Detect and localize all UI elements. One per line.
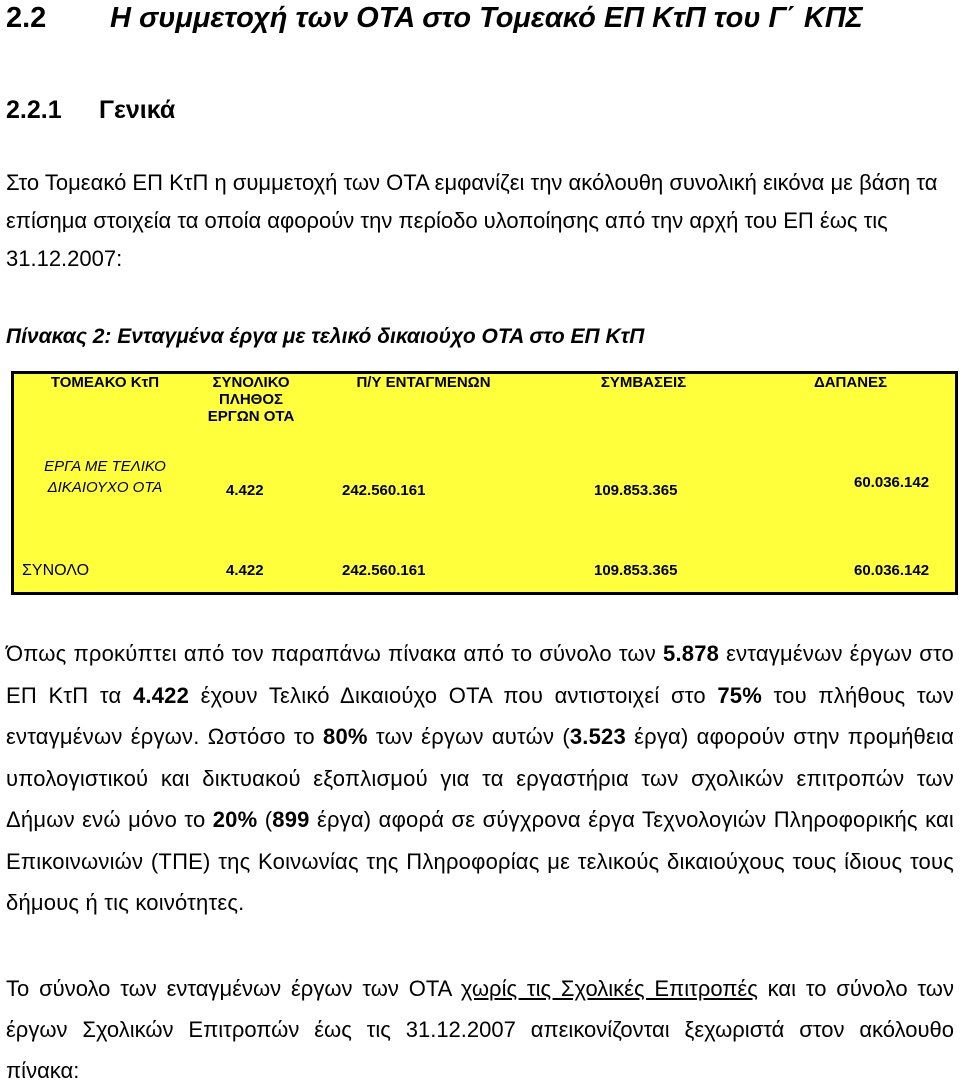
text-run: έργα) αφορά σε σύγχρονα έργα Τεχνολογιών Πληροφορικής και Επικοινωνιών (ΤΠΕ) της Κοινωνίας της Πληροφορίας με τελικούς δικαιούχους τους ίδιους τους δήμους ή τις κοινότητες. (6, 807, 955, 915)
total-label: ΣΥΝΟΛΟ (22, 562, 90, 579)
closing-paragraph (6, 968, 954, 1091)
table-header-row (13, 373, 957, 455)
subsection-number: 2.2.1 (6, 96, 62, 124)
header-sector: ΤΟΜΕΑΚΟ ΚτΠ (50, 374, 160, 391)
header-count: ΣΥΝΟΛΙΚΟ ΠΛΗΘΟΣ ΕΡΓΩΝ ΟΤΑ (207, 374, 295, 425)
underlined-text: χωρίς τις Σχολικές Επιτροπές (460, 976, 758, 1001)
bold-percentage: 75% (717, 682, 762, 708)
total-contracts: 109.853.365 (594, 562, 678, 579)
text-run: ενταγμένων έργων στο ΕΠ ΚτΠ τα (6, 641, 954, 708)
text-run: των έργων αυτών ( (367, 724, 570, 749)
total-budget: 242.560.161 (342, 562, 426, 579)
text-run: έργα) αφορούν στην προμήθεια υπολογιστικού και δικτυακού εξοπλισμού για τα εργαστήρια των σχολικών επιτροπών των Δήμων ενώ μόνο το (6, 724, 954, 832)
section-number: 2.2 (6, 2, 47, 34)
bold-count: 899 (272, 807, 310, 832)
header-budget: Π/Υ ΕΝΤΑΓΜΕΝΩΝ (356, 374, 491, 391)
text-run: του πλήθους των ενταγμένων έργων. Ωστόσο το (6, 682, 955, 749)
text-run: έχουν Τελικό Δικαιούχο ΟΤΑ που αντιστοιχεί στο (189, 682, 718, 708)
table-row (13, 454, 957, 562)
subsection-title: Γενικά (99, 96, 176, 124)
text-run: Το σύνολο των ενταγμένων έργων των ΟΤΑ (6, 976, 461, 1001)
table-caption: Πίνακας 2: Ενταγμένα έργα με τελικό δικαιούχο ΟΤΑ στο ΕΠ ΚτΠ (6, 325, 645, 348)
analysis-paragraph (6, 633, 954, 924)
bold-percentage: 80% (323, 724, 368, 749)
row-budget: 242.560.161 (342, 482, 426, 499)
total-payments: 60.036.142 (854, 562, 930, 579)
text-run: και το σύνολο των έργων Σχολικών Επιτροπών έως τις 31.12.2007 απεικονίζονται ξεχωριστά στον ακόλουθο πίνακα: (6, 976, 954, 1083)
row-label: ΕΡΓΑ ΜΕ ΤΕΛΙΚΟ ΔΙΚΑΙΟΥΧΟ ΟΤΑ (44, 458, 166, 496)
header-payments: ΔΑΠΑΝΕΣ (813, 374, 888, 391)
header-contracts: ΣΥΜΒΑΣΕΙΣ (600, 374, 687, 391)
section-title: Η συμμετοχή των ΟΤΑ στο Τομεακό ΕΠ ΚτΠ του Γ΄ ΚΠΣ (110, 2, 863, 34)
bold-total-projects: 5.878 (663, 641, 720, 666)
subsection-heading (6, 96, 175, 125)
row-contracts: 109.853.365 (594, 482, 678, 499)
row-payments: 60.036.142 (854, 474, 930, 491)
bold-percentage: 20% (212, 807, 258, 832)
intro-paragraph: Στο Τομεακό ΕΠ ΚτΠ η συμμετοχή των ΟΤΑ εμφανίζει την ακόλουθη συνολική εικόνα με βάση τα επίσημα στοιχεία τα οποία αφορούν την περίοδο υλοποίησης από την αρχή του ΕΠ έως τις 31.12.2007: (6, 170, 938, 271)
bold-ota-projects: 4.422 (133, 682, 190, 708)
text-run: ( (257, 807, 273, 832)
projects-table (11, 371, 958, 595)
row-count: 4.422 (226, 482, 264, 499)
total-count: 4.422 (226, 562, 264, 579)
section-heading (6, 2, 863, 35)
text-run: Όπως προκύπτει από τον παραπάνω πίνακα από το σύνολο των (6, 641, 664, 666)
table-total-row (13, 562, 957, 594)
bold-count: 3.523 (569, 724, 626, 749)
